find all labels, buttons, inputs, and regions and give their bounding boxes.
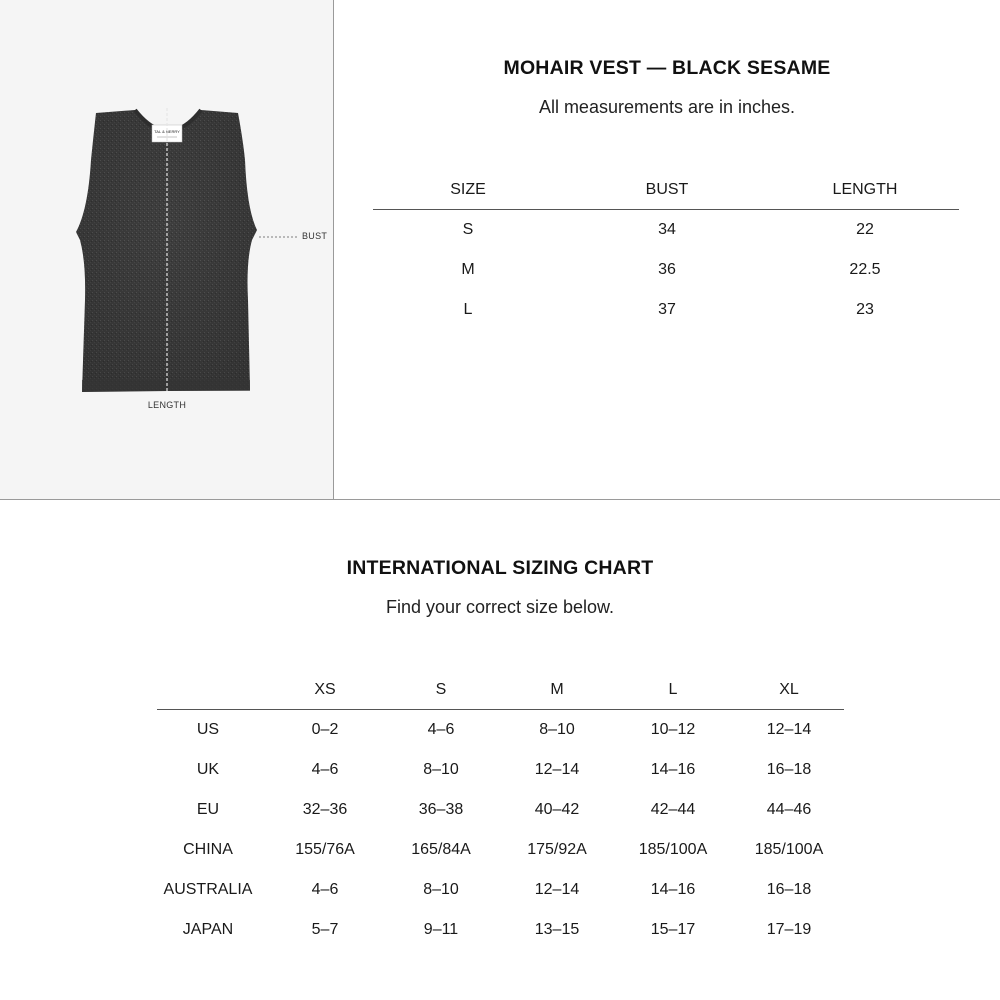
table-cell: 22 [856,221,874,238]
table-cell: 8–10 [423,881,459,898]
product-image-panel [0,0,333,499]
table-cell: 42–44 [650,801,696,818]
header-length: LENGTH [832,181,898,198]
region-label: JAPAN [182,921,234,938]
table-cell: 8–10 [423,761,459,778]
table-cell: L [463,301,473,318]
header-bust: BUST [645,181,689,198]
bust-label: BUST [302,231,328,241]
table-cell: 17–19 [766,921,812,938]
table-cell: 4–6 [311,761,339,778]
table-cell: 10–12 [650,721,696,738]
table-cell: 0–2 [311,721,339,738]
international-header-rule [157,709,844,710]
measurement-header-rule [373,209,959,210]
horizontal-divider [0,499,1000,500]
table-cell: 34 [658,221,676,238]
region-label: EU [196,801,220,818]
table-cell: 165/84A [411,841,471,858]
table-cell: 185/100A [754,841,824,858]
length-label: LENGTH [147,400,187,410]
table-cell: 22.5 [849,261,881,278]
table-cell: 8–10 [539,721,575,738]
header-m: M [550,681,564,698]
vest-illustration [0,0,333,499]
table-cell: 5–7 [311,921,339,938]
region-label: UK [196,761,220,778]
table-cell: 37 [658,301,676,318]
header-xl: XL [779,681,799,698]
table-cell: 13–15 [534,921,580,938]
header-size: SIZE [450,181,486,198]
table-cell: 12–14 [766,721,812,738]
table-cell: 175/92A [527,841,587,858]
table-cell: S [462,221,474,238]
measurement-subtitle: All measurements are in inches. [538,97,796,117]
table-cell: 14–16 [650,761,696,778]
region-label: CHINA [183,841,233,858]
table-cell: 16–18 [766,761,812,778]
table-cell: 12–14 [534,761,580,778]
table-cell: 44–46 [766,801,812,818]
table-cell: 36–38 [418,801,464,818]
table-cell: 9–11 [423,921,459,938]
header-l: L [668,681,678,698]
table-cell: 23 [856,301,874,318]
table-cell: M [461,261,475,278]
table-cell: 185/100A [638,841,708,858]
international-title: INTERNATIONAL SIZING CHART [346,557,654,579]
table-cell: 155/76A [295,841,355,858]
header-s: S [435,681,447,698]
svg-text:TAL & NERRY: TAL & NERRY [154,129,180,134]
table-cell: 4–6 [311,881,339,898]
table-cell: 12–14 [534,881,580,898]
table-cell: 40–42 [534,801,580,818]
table-cell: 32–36 [302,801,348,818]
header-xs: XS [314,681,336,698]
table-cell: 36 [658,261,676,278]
region-label: AUSTRALIA [163,881,253,898]
measurement-title: MOHAIR VEST — BLACK SESAME [503,57,831,79]
international-subtitle: Find your correct size below. [385,597,615,617]
table-cell: 14–16 [650,881,696,898]
region-label: US [196,721,220,738]
table-cell: 16–18 [766,881,812,898]
table-cell: 4–6 [427,721,455,738]
table-cell: 15–17 [650,921,696,938]
